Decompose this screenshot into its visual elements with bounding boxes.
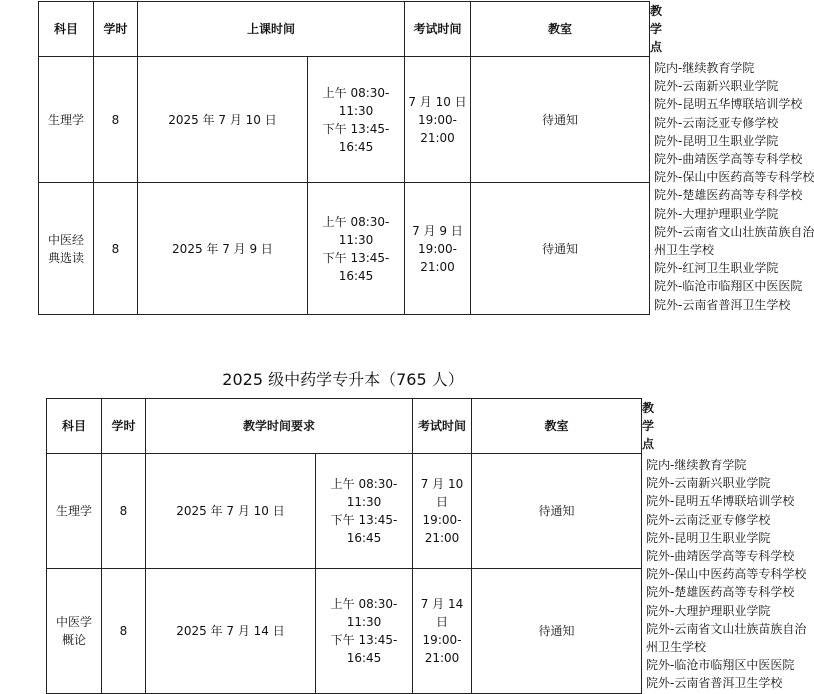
table-row: 生理学 8 2025 年 7 月 10 日 上午 08:30-11:30 下午 13:45-16:45 7 月 10 日 19:00-21:00 待通知 院内-继续教育学院 院外-云南新兴职业学院 院外-昆明五华博联培训学校 院外-云南泛亚专修学校 院外-昆明卫生职业学院 院外-曲靖医学高等专科学校 院外-保山中医药高等专科学校 院外-楚雄医药高等专科学校 院外-大理护理职业学院 院外-云南省文山壮族苗族自治 州卫生学校 院外-红河卫生职业学院 院外-临沧市临翔区中医医院 院外-云南省普洱卫生学校 xyxy=(39,57,650,183)
exam-cell xyxy=(413,569,472,693)
exam-time: 19:00-21:00 xyxy=(418,112,457,145)
subject-cell: 生理学 xyxy=(39,57,94,183)
time-am: 上午 08:30-11:30 xyxy=(322,214,390,247)
subject-cell: 中医经典选读 xyxy=(39,183,94,314)
exam-time: 19:00-21:00 xyxy=(418,241,457,274)
exam-date: 7 月 10 日 xyxy=(420,477,464,510)
table-row xyxy=(39,183,650,314)
room-cell: 待通知 xyxy=(471,183,650,314)
time-pm: 下午 13:45-16:45 xyxy=(330,513,398,546)
time-cell xyxy=(308,183,405,314)
header-subject: 科目 xyxy=(47,399,102,454)
time-pm: 下午 13:45-16:45 xyxy=(330,632,398,665)
header-exam-time: 考试时间 xyxy=(405,2,471,57)
header-exam-time: 考试时间 xyxy=(413,399,472,454)
table-row: 生理学 8 2025 年 7 月 10 日 上午 08:30-11:30 下午 13:45-16:45 7 月 10 日 19:00-21:00 待通知 院内-继续教育学院 院外-云南新兴职业学院 院外-昆明五华博联培训学校 院外-云南泛亚专修学校 院外-昆明卫生职业学院 院外-曲靖医学高等专科学校 院外-保山中医药高等专科学校 院外-楚雄医药高等专科学校 院外-大理护理职业学院 院外-云南省文山壮族苗族自治 州卫生学校 院外-临沧市临翔区中医医院 院外-云南省普洱卫生学校 xyxy=(47,454,642,569)
time-cell xyxy=(316,454,413,569)
schedule-table-2 xyxy=(46,398,807,694)
exam-date: 7 月 9 日 xyxy=(412,223,463,238)
time-am: 上午 08:30-11:30 xyxy=(330,477,398,510)
exam-date: 7 月 14 日 xyxy=(420,596,464,629)
exam-cell xyxy=(413,454,472,569)
room-cell: 待通知 xyxy=(471,57,650,183)
hours-cell: 8 xyxy=(102,454,146,569)
time-am: 上午 08:30-11:30 xyxy=(330,596,398,629)
time-cell xyxy=(316,569,413,693)
exam-time: 19:00-21:00 xyxy=(422,513,462,546)
header-class-time: 上课时间 xyxy=(138,2,405,57)
schedule-table-1 xyxy=(38,1,814,315)
room-cell: 待通知 xyxy=(472,569,642,693)
date-cell: 2025 年 7 月 10 日 xyxy=(146,454,316,569)
subject-cell: 生理学 xyxy=(47,454,102,569)
header-hours: 学时 xyxy=(94,2,138,57)
header-room: 教室 xyxy=(472,399,642,454)
header-row: 科目 学时 教学时间要求 考试时间 教室 教学点 xyxy=(47,399,642,454)
header-room: 教室 xyxy=(471,2,650,57)
header-subject: 科目 xyxy=(39,2,94,57)
header-teaching-time: 教学时间要求 xyxy=(146,399,413,454)
date-cell: 2025 年 7 月 10 日 xyxy=(138,57,308,183)
table-row xyxy=(47,569,642,693)
room-cell: 待通知 xyxy=(472,454,642,569)
exam-time: 19:00-21:00 xyxy=(422,632,462,665)
date-cell: 2025 年 7 月 14 日 xyxy=(146,569,316,693)
exam-cell xyxy=(405,57,471,183)
time-am: 上午 08:30-11:30 xyxy=(322,85,390,118)
date-cell: 2025 年 7 月 9 日 xyxy=(138,183,308,314)
subject-cell: 中医学概论 xyxy=(47,569,102,693)
exam-date: 7 月 10 日 xyxy=(408,94,467,109)
time-pm: 下午 13:45-16:45 xyxy=(322,121,390,154)
hours-cell: 8 xyxy=(94,57,138,183)
header-hours: 学时 xyxy=(102,399,146,454)
section-title: 2025 级中药学专升本（765 人） xyxy=(222,370,464,389)
time-pm: 下午 13:45-16:45 xyxy=(322,250,390,283)
exam-cell xyxy=(405,183,471,314)
hours-cell: 8 xyxy=(94,183,138,314)
time-cell xyxy=(308,57,405,183)
header-row: 科目 学时 上课时间 考试时间 教室 教学点 xyxy=(39,2,650,57)
hours-cell: 8 xyxy=(102,569,146,693)
